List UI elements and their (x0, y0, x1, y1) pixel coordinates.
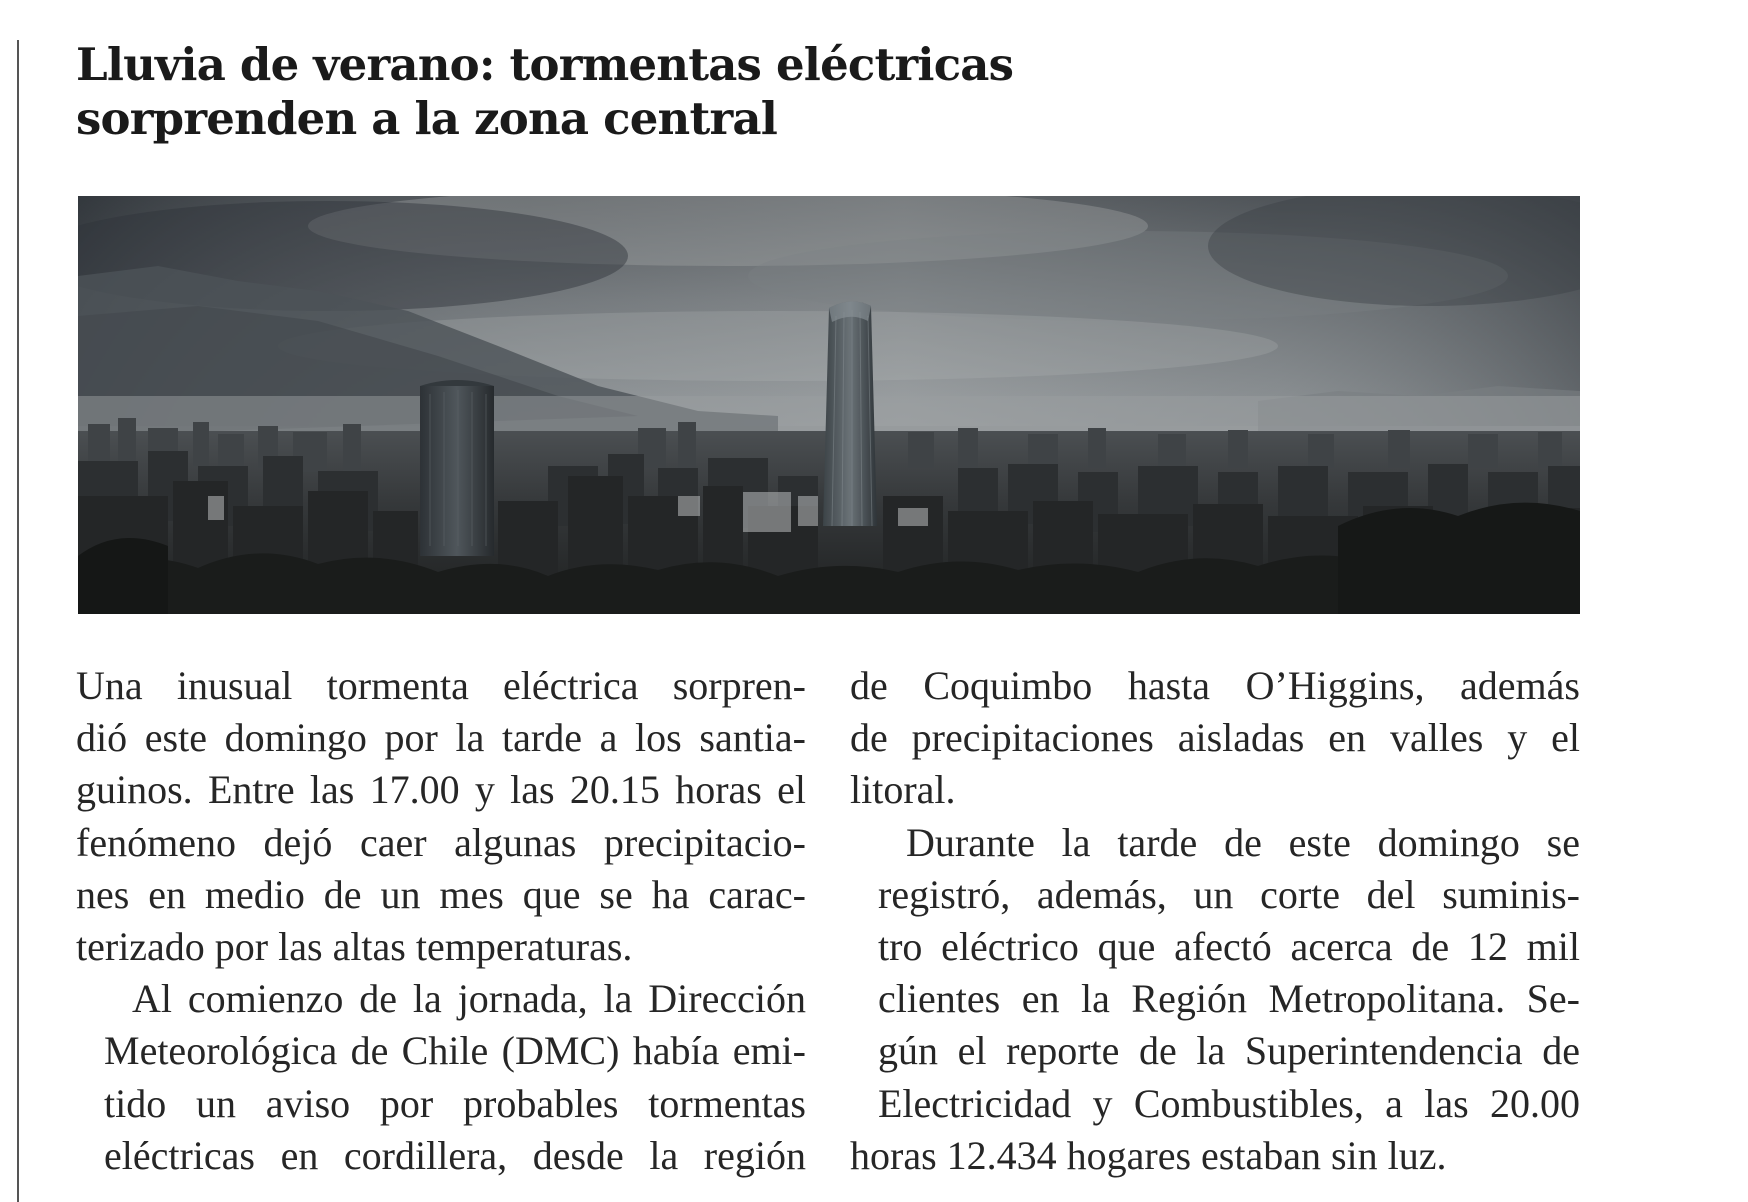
paragraph (850, 660, 1580, 764)
text-line: Meteorológica de Chile (DMC) había emi- (104, 1028, 806, 1074)
paragraph (76, 973, 806, 1182)
text-line: fenómeno dejó caer algunas precipitacio- (76, 819, 806, 865)
text-line: clientes en la Región Metropolitana. Se- (878, 976, 1580, 1022)
text-line: horas 12.434 hogares estaban sin luz. (850, 1132, 1447, 1178)
article-photo (78, 196, 1580, 614)
text-line: Una inusual tormenta eléctrica sorpren- (76, 663, 806, 708)
text-line: tido un aviso por probables tormentas (104, 1080, 806, 1126)
text-line: de precipitaciones aisladas en valles y el (850, 715, 1580, 761)
text-line: dió este domingo por la tarde a los santia- (76, 715, 806, 761)
headline (76, 38, 1176, 146)
text-line: guinos. Entre las 17.00 y las 20.15 horas el (76, 767, 806, 813)
text-line: Electricidad y Combustibles, a las 20.00 (878, 1080, 1580, 1126)
text-line: registró, además, un corte del suminis- (878, 871, 1580, 917)
text-line: nes en medio de un mes que se ha carac- (76, 871, 806, 917)
text-line: terizado por las altas temperaturas. (76, 924, 633, 970)
text-line: tro eléctrico que afectó acerca de 12 mil (878, 924, 1580, 970)
article-column-right (850, 660, 1580, 1182)
text-line: de Coquimbo hasta O’Higgins, además (850, 663, 1580, 708)
paragraph-end (76, 921, 806, 973)
text-line: eléctricas en cordillera, desde la región (104, 1132, 806, 1178)
paragraph (76, 660, 806, 921)
headline-line-1: Lluvia de verano: tormentas eléctricas (76, 38, 1014, 91)
column-rule (17, 40, 19, 1202)
text-line: litoral. (850, 767, 956, 813)
headline-line-2: sorprenden a la zona central (76, 92, 778, 145)
skyline-image (78, 196, 1580, 614)
text-line: Durante la tarde de este domingo se (906, 819, 1580, 865)
paragraph-end (850, 1130, 1580, 1182)
text-line: Al comienzo de la jornada, la Dirección (132, 976, 806, 1022)
paragraph (850, 817, 1580, 1130)
paragraph-end (850, 764, 1580, 816)
article-column-left (76, 660, 806, 1182)
text-line: gún el reporte de la Superintendencia de (878, 1028, 1580, 1074)
